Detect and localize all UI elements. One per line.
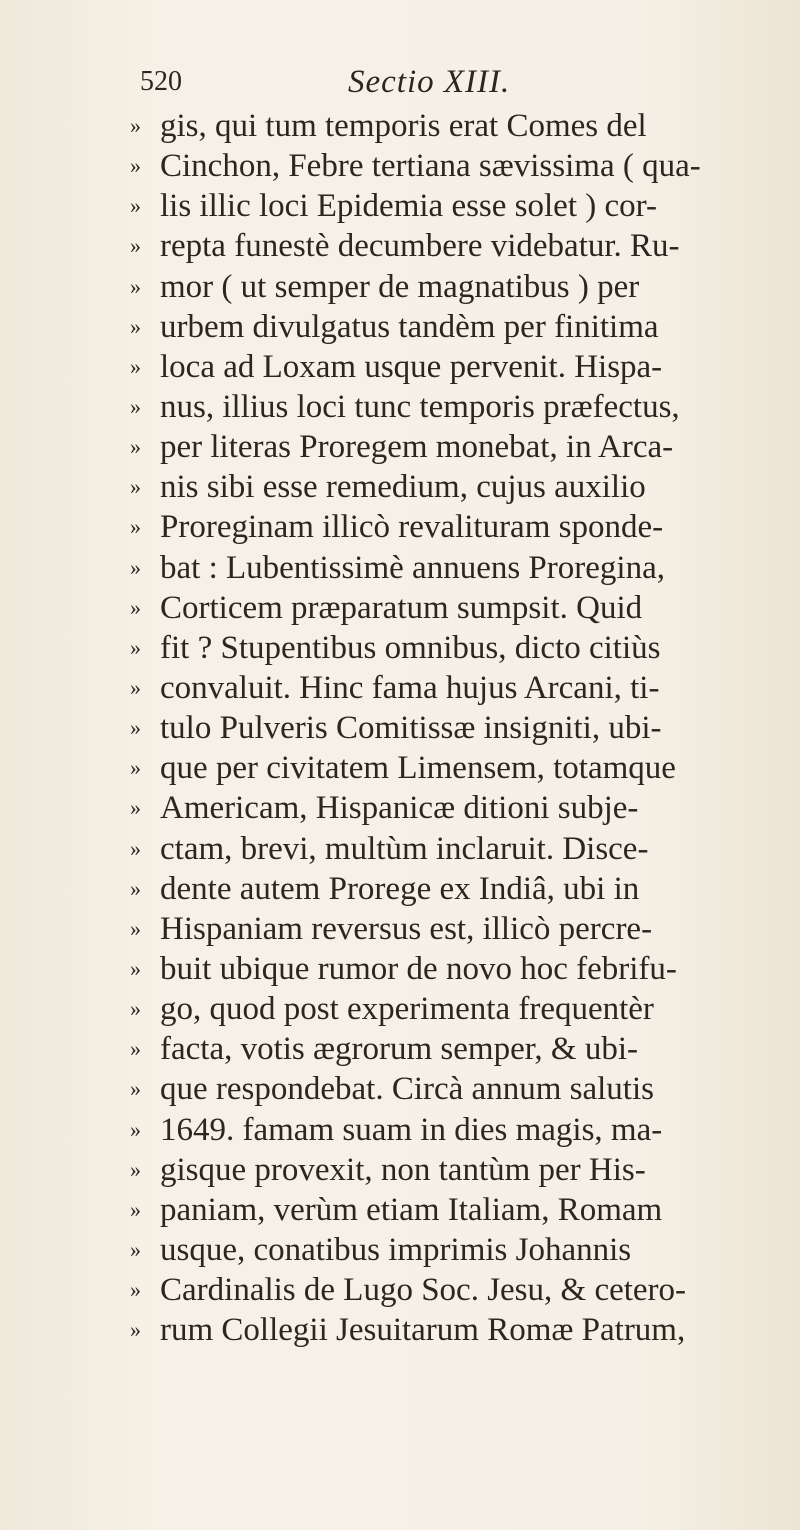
line-text: gis, qui tum temporis erat Comes del — [160, 108, 647, 144]
line-text: bat : Lubentissimè annuens Proregina, — [160, 549, 665, 586]
page-number: 520 — [140, 66, 182, 97]
quotation-mark: » — [130, 915, 141, 941]
line-text: fit ? Stupentibus omnibus, dicto citiùs — [160, 629, 661, 666]
quotation-mark: » — [130, 353, 141, 379]
text-line — [130, 1110, 758, 1150]
quotation-mark: » — [130, 1116, 141, 1142]
line-text: Corticem præparatum sumpsit. Quid — [160, 589, 643, 626]
text-line — [130, 387, 758, 427]
text-line — [130, 989, 758, 1029]
text-line — [130, 1190, 758, 1230]
quotation-mark: » — [130, 393, 141, 419]
line-text: loca ad Loxam usque pervenit. Hispa- — [160, 348, 663, 385]
text-line — [130, 708, 758, 748]
quotation-mark: » — [130, 1036, 141, 1062]
text-line — [130, 347, 758, 387]
text-line — [130, 1069, 758, 1109]
line-text: Hispaniam reversus est, illicò percre- — [160, 910, 653, 947]
quotation-mark: » — [130, 1196, 141, 1222]
line-text: rum Collegii Jesuitarum Romæ Patrum, — [160, 1312, 686, 1349]
quotation-mark: » — [130, 795, 141, 821]
line-text: buit ubique rumor de novo hoc febrifu- — [160, 950, 677, 987]
quotation-mark: » — [130, 835, 141, 861]
line-text: Americam, Hispanicæ ditioni subje- — [160, 790, 639, 827]
text-line — [130, 106, 758, 146]
quotation-mark: » — [130, 715, 141, 741]
line-text: Cardinalis de Lugo Soc. Jesu, & cetero- — [160, 1272, 687, 1309]
text-line — [130, 1150, 758, 1190]
line-text: tulo Pulveris Comitissæ insigniti, ubi- — [160, 710, 662, 747]
quotation-mark: » — [130, 674, 141, 700]
text-line — [130, 668, 758, 708]
line-text: 1649. famam suam in dies magis, ma- — [160, 1111, 663, 1148]
quotation-mark: » — [130, 193, 141, 219]
text-line — [130, 1029, 758, 1069]
line-text: urbem divulgatus tandèm per finitima — [160, 308, 659, 345]
text-line — [130, 226, 758, 266]
line-text: mor ( ut semper de magnatibus ) per — [160, 268, 640, 305]
text-line — [130, 467, 758, 507]
page-header — [140, 62, 700, 102]
quotation-mark: » — [130, 474, 141, 500]
line-text: que per civitatem Limensem, totamque — [160, 750, 676, 787]
quotation-mark: » — [130, 755, 141, 781]
text-line — [130, 869, 758, 909]
line-text: go, quod post experimenta frequentèr — [160, 991, 654, 1028]
line-text: Cinchon, Febre tertiana sævissima ( qua- — [160, 148, 701, 185]
quotation-mark: » — [130, 1076, 141, 1102]
line-text: Proreginam illicò revalituram sponde- — [160, 509, 664, 546]
line-text: lis illic loci Epidemia esse solet ) cor- — [160, 188, 657, 225]
text-line — [130, 307, 758, 347]
line-text: gisque provexit, non tantùm per His- — [160, 1151, 646, 1188]
text-line — [130, 829, 758, 869]
quotation-mark: » — [130, 313, 141, 339]
quotation-mark: » — [130, 113, 141, 138]
quotation-mark: » — [130, 514, 141, 540]
text-line — [130, 548, 758, 588]
quotation-mark: » — [130, 554, 141, 580]
quotation-mark: » — [130, 594, 141, 620]
text-line — [130, 186, 758, 226]
quotation-mark: » — [130, 1156, 141, 1182]
text-body — [130, 106, 758, 1350]
quotation-mark: » — [130, 1277, 141, 1303]
text-line — [130, 628, 758, 668]
quotation-mark: » — [130, 1317, 141, 1343]
text-line — [130, 788, 758, 828]
line-text: nis sibi esse remedium, cujus auxilio — [160, 469, 646, 506]
text-line — [130, 1270, 758, 1310]
text-line — [130, 267, 758, 307]
text-line — [130, 507, 758, 547]
line-text: paniam, verùm etiam Italiam, Romam — [160, 1191, 663, 1228]
quotation-mark: » — [130, 233, 141, 259]
quotation-mark: » — [130, 434, 141, 460]
text-line — [130, 146, 758, 186]
quotation-mark: » — [130, 1236, 141, 1262]
quotation-mark: » — [130, 634, 141, 660]
quotation-mark: » — [130, 875, 141, 901]
quotation-mark: » — [130, 955, 141, 981]
text-line — [130, 427, 758, 467]
quotation-mark: » — [130, 996, 141, 1022]
line-text: convaluit. Hinc fama hujus Arcani, ti- — [160, 669, 660, 706]
text-line — [130, 1230, 758, 1270]
text-line — [130, 909, 758, 949]
quotation-mark: » — [130, 153, 141, 179]
line-text: per literas Proregem monebat, in Arca- — [160, 429, 674, 466]
line-text: usque, conatibus imprimis Johannis — [160, 1231, 632, 1268]
line-text: que respondebat. Circà annum salutis — [160, 1071, 654, 1108]
text-line — [130, 1310, 758, 1350]
line-text: nus, illius loci tunc temporis præfectus, — [160, 388, 680, 425]
running-title: Sectio XIII. — [348, 64, 511, 100]
text-line — [130, 748, 758, 788]
quotation-mark: » — [130, 273, 141, 299]
text-line — [130, 588, 758, 628]
line-text: dente autem Prorege ex Indiâ, ubi in — [160, 870, 640, 907]
line-text: ctam, brevi, multùm inclaruit. Disce- — [160, 830, 649, 867]
line-text: facta, votis ægrorum semper, & ubi- — [160, 1031, 638, 1068]
text-line — [130, 949, 758, 989]
line-text: repta funestè decumbere videbatur. Ru- — [160, 228, 680, 265]
